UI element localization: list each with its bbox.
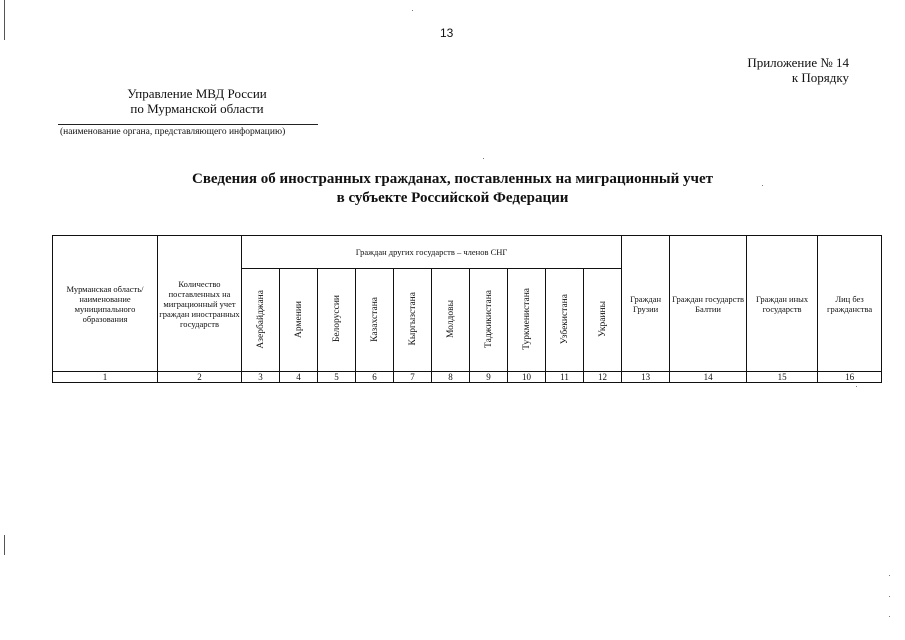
header-cis-country <box>546 269 584 372</box>
title-line-2: в субъекте Российской Федерации <box>336 190 569 206</box>
column-number: 4 <box>280 372 318 383</box>
column-number: 5 <box>318 372 356 383</box>
scan-binder-mark <box>4 535 5 555</box>
header-georgia: Граждан Грузии <box>622 236 670 372</box>
column-number: 16 <box>818 372 882 383</box>
header-cis-country <box>356 269 394 372</box>
header-kazakhstan: Казахстана <box>369 296 380 342</box>
scan-speck <box>889 596 890 597</box>
column-number: 12 <box>584 372 622 383</box>
header-azerbaijan: Азербайджана <box>255 289 266 349</box>
agency-underline <box>58 124 318 125</box>
agency-name <box>112 86 282 116</box>
header-cis-country <box>508 269 546 372</box>
appendix-line-1: Приложение № 14 <box>747 55 849 70</box>
header-cis-country <box>584 269 622 372</box>
header-other-states: Граждан иных государств <box>747 236 818 372</box>
scan-speck <box>889 616 890 617</box>
scan-speck <box>889 575 890 576</box>
scan-speck <box>483 158 484 159</box>
agency-line-2: по Мурманской области <box>130 101 264 116</box>
header-region: Мурманская область/наименование муниципального образования <box>53 236 158 372</box>
column-number: 10 <box>508 372 546 383</box>
title-line-1: Сведения об иностранных гражданах, поставленных на миграционный учет <box>191 171 714 187</box>
header-cis-country <box>432 269 470 372</box>
column-number: 1 <box>53 372 158 383</box>
column-number: 3 <box>242 372 280 383</box>
column-number: 11 <box>546 372 584 383</box>
column-number: 2 <box>158 372 242 383</box>
header-baltic: Граждан государств Балтии <box>670 236 747 372</box>
column-number: 13 <box>622 372 670 383</box>
agency-caption: (наименование органа, представляющего информацию) <box>60 127 286 137</box>
scan-speck <box>762 185 763 186</box>
scan-speck <box>412 10 413 11</box>
appendix-reference <box>747 55 849 85</box>
header-moldova: Молдовы <box>445 299 456 339</box>
header-cis-country <box>242 269 280 372</box>
scan-binder-mark <box>4 0 5 40</box>
appendix-line-2: к Порядку <box>791 70 849 85</box>
column-number-row <box>53 372 882 383</box>
scan-speck <box>856 386 857 387</box>
header-stateless: Лиц без гражданства <box>818 236 882 372</box>
agency-line-1: Управление МВД России <box>127 86 267 101</box>
header-cis-country <box>394 269 432 372</box>
column-number: 8 <box>432 372 470 383</box>
header-kyrgyzstan: Кыргызстана <box>407 292 418 346</box>
header-cis-country <box>318 269 356 372</box>
column-number: 15 <box>747 372 818 383</box>
document-title <box>0 170 905 208</box>
column-number: 6 <box>356 372 394 383</box>
header-armenia: Армении <box>293 300 304 338</box>
column-number: 14 <box>670 372 747 383</box>
page-number: 13 <box>440 26 454 40</box>
header-total-count: Количество поставленных на миграционный учет граждан иностранных государств <box>158 236 242 372</box>
header-belarus: Белоруссии <box>331 295 342 343</box>
header-uzbekistan: Узбекистана <box>559 293 570 345</box>
statistics-table <box>52 235 882 383</box>
header-cis-country <box>470 269 508 372</box>
header-tajikistan: Таджикистана <box>483 290 494 348</box>
column-number: 7 <box>394 372 432 383</box>
header-turkmenistan: Туркменистана <box>521 288 532 350</box>
column-number: 9 <box>470 372 508 383</box>
header-cis-country <box>280 269 318 372</box>
header-ukraine: Украины <box>597 300 608 338</box>
header-cis-group: Граждан других государств – членов СНГ <box>242 236 622 269</box>
